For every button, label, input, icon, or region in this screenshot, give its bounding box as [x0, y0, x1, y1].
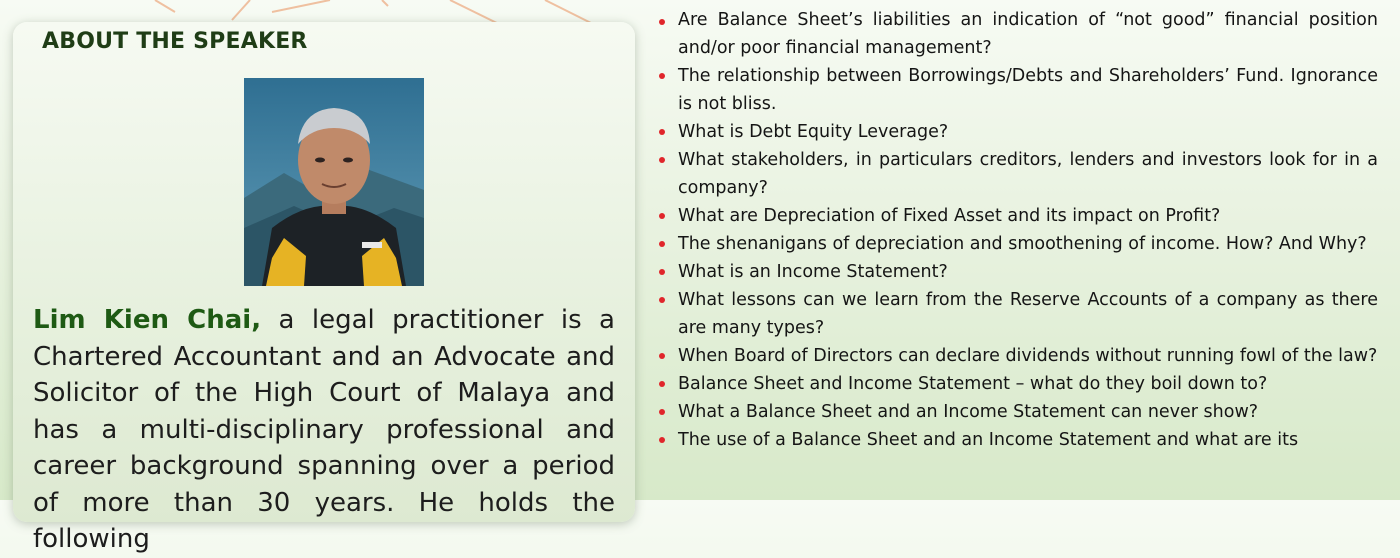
- list-item-text: What lessons can we learn from the Reserve Accounts of a company as there are many types?: [678, 290, 1378, 338]
- section-heading: ABOUT THE SPEAKER: [42, 29, 308, 54]
- list-item: [656, 398, 1378, 426]
- bullet-dot-icon: [659, 381, 665, 387]
- list-item: [656, 258, 1378, 286]
- bullet-dot-icon: [659, 297, 665, 303]
- list-item: [656, 6, 1378, 62]
- speaker-bio: [33, 302, 615, 558]
- list-item: [656, 62, 1378, 118]
- bullet-dot-icon: [659, 157, 665, 163]
- list-item: [656, 342, 1378, 370]
- list-item-text: The use of a Balance Sheet and an Income Statement and what are its: [678, 430, 1299, 450]
- list-item-text: What a Balance Sheet and an Income Statement can never show?: [678, 402, 1259, 422]
- bullet-dot-icon: [659, 129, 665, 135]
- bullet-dot-icon: [659, 437, 665, 443]
- list-item-text: When Board of Directors can declare dividends without running fowl of the law?: [678, 346, 1378, 366]
- list-item-text: What is Debt Equity Leverage?: [678, 122, 949, 142]
- list-item: [656, 230, 1378, 258]
- bullet-dot-icon: [659, 213, 665, 219]
- list-item-text: What stakeholders, in particulars creditors, lenders and investors look for in a company?: [678, 150, 1378, 198]
- list-item: [656, 286, 1378, 342]
- list-item-text: What are Depreciation of Fixed Asset and its impact on Profit?: [678, 206, 1221, 226]
- list-item: [656, 370, 1378, 398]
- list-item-text: The relationship between Borrowings/Debts and Shareholders’ Fund. Ignorance is not bliss.: [678, 66, 1378, 114]
- bullet-dot-icon: [659, 269, 665, 275]
- list-item-text: Balance Sheet and Income Statement – what do they boil down to?: [678, 374, 1268, 394]
- list-item-text: What is an Income Statement?: [678, 262, 948, 282]
- bullet-dot-icon: [659, 19, 665, 25]
- speaker-bio-text: a legal practitioner is a Chartered Accountant and an Advocate and Solicitor of the High Court of Malaya and has a multi-disciplinary professional and career background spanning over a period of more than 30 years. He holds the following: [33, 305, 615, 554]
- list-item: [656, 426, 1378, 454]
- list-item-text: The shenanigans of depreciation and smoothening of income. How? And Why?: [678, 234, 1367, 254]
- portrait-illustration: [244, 78, 424, 286]
- list-item: [656, 146, 1378, 202]
- bullet-dot-icon: [659, 241, 665, 247]
- topic-question-list: [656, 0, 1378, 454]
- bullet-dot-icon: [659, 409, 665, 415]
- list-item: [656, 118, 1378, 146]
- bullet-dot-icon: [659, 353, 665, 359]
- speaker-photo: [244, 78, 424, 286]
- list-item: [656, 202, 1378, 230]
- about-speaker-panel: [13, 22, 635, 554]
- bullet-dot-icon: [659, 73, 665, 79]
- list-item-text: Are Balance Sheet’s liabilities an indication of “not good” financial position and/or poor financial management?: [678, 10, 1378, 58]
- speaker-name: Lim Kien Chai,: [33, 305, 262, 335]
